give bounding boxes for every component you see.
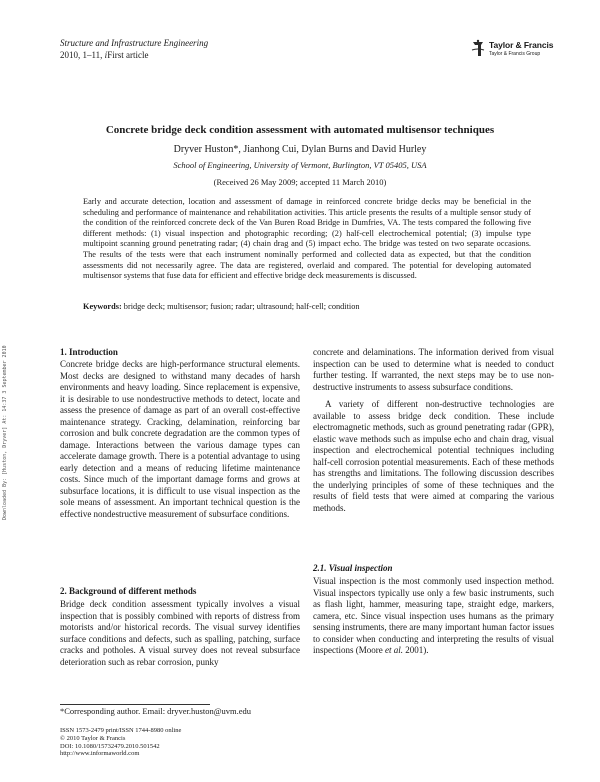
visual-inspection-paragraph <box>313 576 554 657</box>
download-stamp <box>2 240 12 520</box>
journal-issue-prefix: 2010, 1–11, <box>60 50 105 60</box>
background-paragraph-continued: concrete and delaminations. The information derived from visual inspection can be used to determine what is needed to conduct further testing. If warranted, the next steps may be to use non-destructive instruments to assess subsurface conditions. <box>313 347 554 392</box>
keywords-list: bridge deck; multisensor; fusion; radar; ultrasound; half-cell; condition <box>123 302 360 311</box>
journal-issue <box>60 49 208 61</box>
footnote-rule <box>60 704 210 705</box>
publisher-logo-icon <box>470 39 486 59</box>
paper-affiliation: School of Engineering, University of Vermont, Burlington, VT 05405, USA <box>173 160 427 170</box>
background-paragraph: Bridge deck condition assessment typically involves a visual inspection that is possibly combined with reports of distress from motorists and/or historical records. The visual survey identifies surface conditions and defects, such as spalling, patching, surface cracks and potholes. A visual survey does not reveal subsurface deterioration such as rebar corrosion, punky <box>60 599 300 667</box>
journal-header <box>60 37 208 61</box>
introduction-paragraph: Concrete bridge decks are high-performance structural elements. Most decks are designed to withstand many decades of harsh environments and heavy loading. Since replacement is expensive, it is desirable to use nondestructive methods to detect, locate and assess the presence of damage as part of an overall cost-effective maintenance strategy. Cracking, delamination, reinforcing bar corrosion and bulk concrete degradation are the common types of damage. Interactions between the various damage types can accelerate damage growth. There is a potential advantage to using early detection and a means of reducing lifetime maintenance costs. Since much of the important damage forms and grows at subsurface locations, it is difficult to use visual inspection as the sole means of assessment. An important technical question is the effective nondestructive measurement of subsurface conditions. <box>60 359 300 519</box>
paper-authors: Dryver Huston*, Jianhong Cui, Dylan Burns and David Hurley <box>173 144 427 155</box>
section-heading-introduction: 1. Introduction <box>60 347 118 357</box>
visual-inspection-text-end: 2001). <box>403 645 429 655</box>
visual-inspection-etal: et al. <box>385 645 403 655</box>
publisher-logo-subtext: Taylor & Francis Group <box>489 51 541 57</box>
journal-name: Structure and Infrastructure Engineering <box>60 38 209 48</box>
doi: DOI: 10.1080/15732479.2010.501542 <box>60 742 160 750</box>
paper-title: Concrete bridge deck condition assessment with automated multisensor techniques <box>105 124 495 136</box>
corresponding-author-note: *Corresponding author. Email: dryver.huston@uvm.edu <box>60 706 252 716</box>
visual-inspection-text: Visual inspection is the most commonly used inspection method. Visual inspectors typically use only a few basic instruments, such as flash light, hammer, measuring tape, straight edge, markers, camera, etc. Since visual inspection uses humans as the primary sensing instruments, there are many important human factor issues to consider when conducting and interpreting the results of visual inspections (Moore <box>313 576 554 655</box>
download-stamp-text: Downloaded By: [Huston, Dryver] At: 14:37 3 September 2010 <box>2 345 8 520</box>
subsection-heading-visual-inspection: 2.1. Visual inspection <box>313 563 393 573</box>
publication-metadata <box>60 727 181 758</box>
publisher-logo-text: Taylor & Francis <box>489 40 554 50</box>
technologies-paragraph: A variety of different non-destructive technologies are available to assess bridge deck condition. These include electromagnetic methods, such as ground penetrating radar (GPR), elastic wave methods such as impulse echo and chain drag, visual inspection and electrochemical potential techniques including half-cell corrosion potential measurements. Each of these methods has strengths and limitations. The following discussion describes the underlying principles of some of these techniques and the results of field tests that were aimed at comparing the various methods. <box>313 399 554 513</box>
keywords <box>83 302 531 313</box>
publisher-logo <box>470 38 570 64</box>
copyright: © 2010 Taylor & Francis <box>60 734 126 742</box>
keywords-label: Keywords: <box>83 302 122 311</box>
paper-received-dates: (Received 26 May 2009; accepted 11 March 2010) <box>213 177 387 187</box>
section-heading-background: 2. Background of different methods <box>60 586 197 596</box>
issn: ISSN 1573-2479 print/ISSN 1744-8980 online <box>60 727 182 734</box>
publisher-url[interactable]: http://www.informaworld.com <box>60 750 140 758</box>
journal-issue-first: First <box>107 50 124 60</box>
journal-issue-ifirst: i <box>104 50 108 60</box>
abstract: Early and accurate detection, location and assessment of damage in reinforced concrete bridge decks may be beneficial in the scheduling and performance of maintenance and rehabilitation activities. This article presents the results of a multiple sensor study of the condition of the reinforced concrete deck of the Van Buren Road Bridge in Dumfries, VA. The tests compared the following five different methods: (1) visual inspection and photographic recording; (2) half-cell electrochemical potential; (3) impulse type multipoint scanning ground penetrating radar; (4) chain drag and (5) impact echo. The bridge was tested on two separate occasions. The results of the tests were that each instrument nominally performed and collected data as expected, but that the condition assessments did not necessarily agree. The data are registered, overlaid and compared. The potential for developing automated multisensor systems that fuse data for efficient and effective bridge deck measurements is discussed. <box>83 197 531 281</box>
journal-issue-article: article <box>123 50 149 60</box>
